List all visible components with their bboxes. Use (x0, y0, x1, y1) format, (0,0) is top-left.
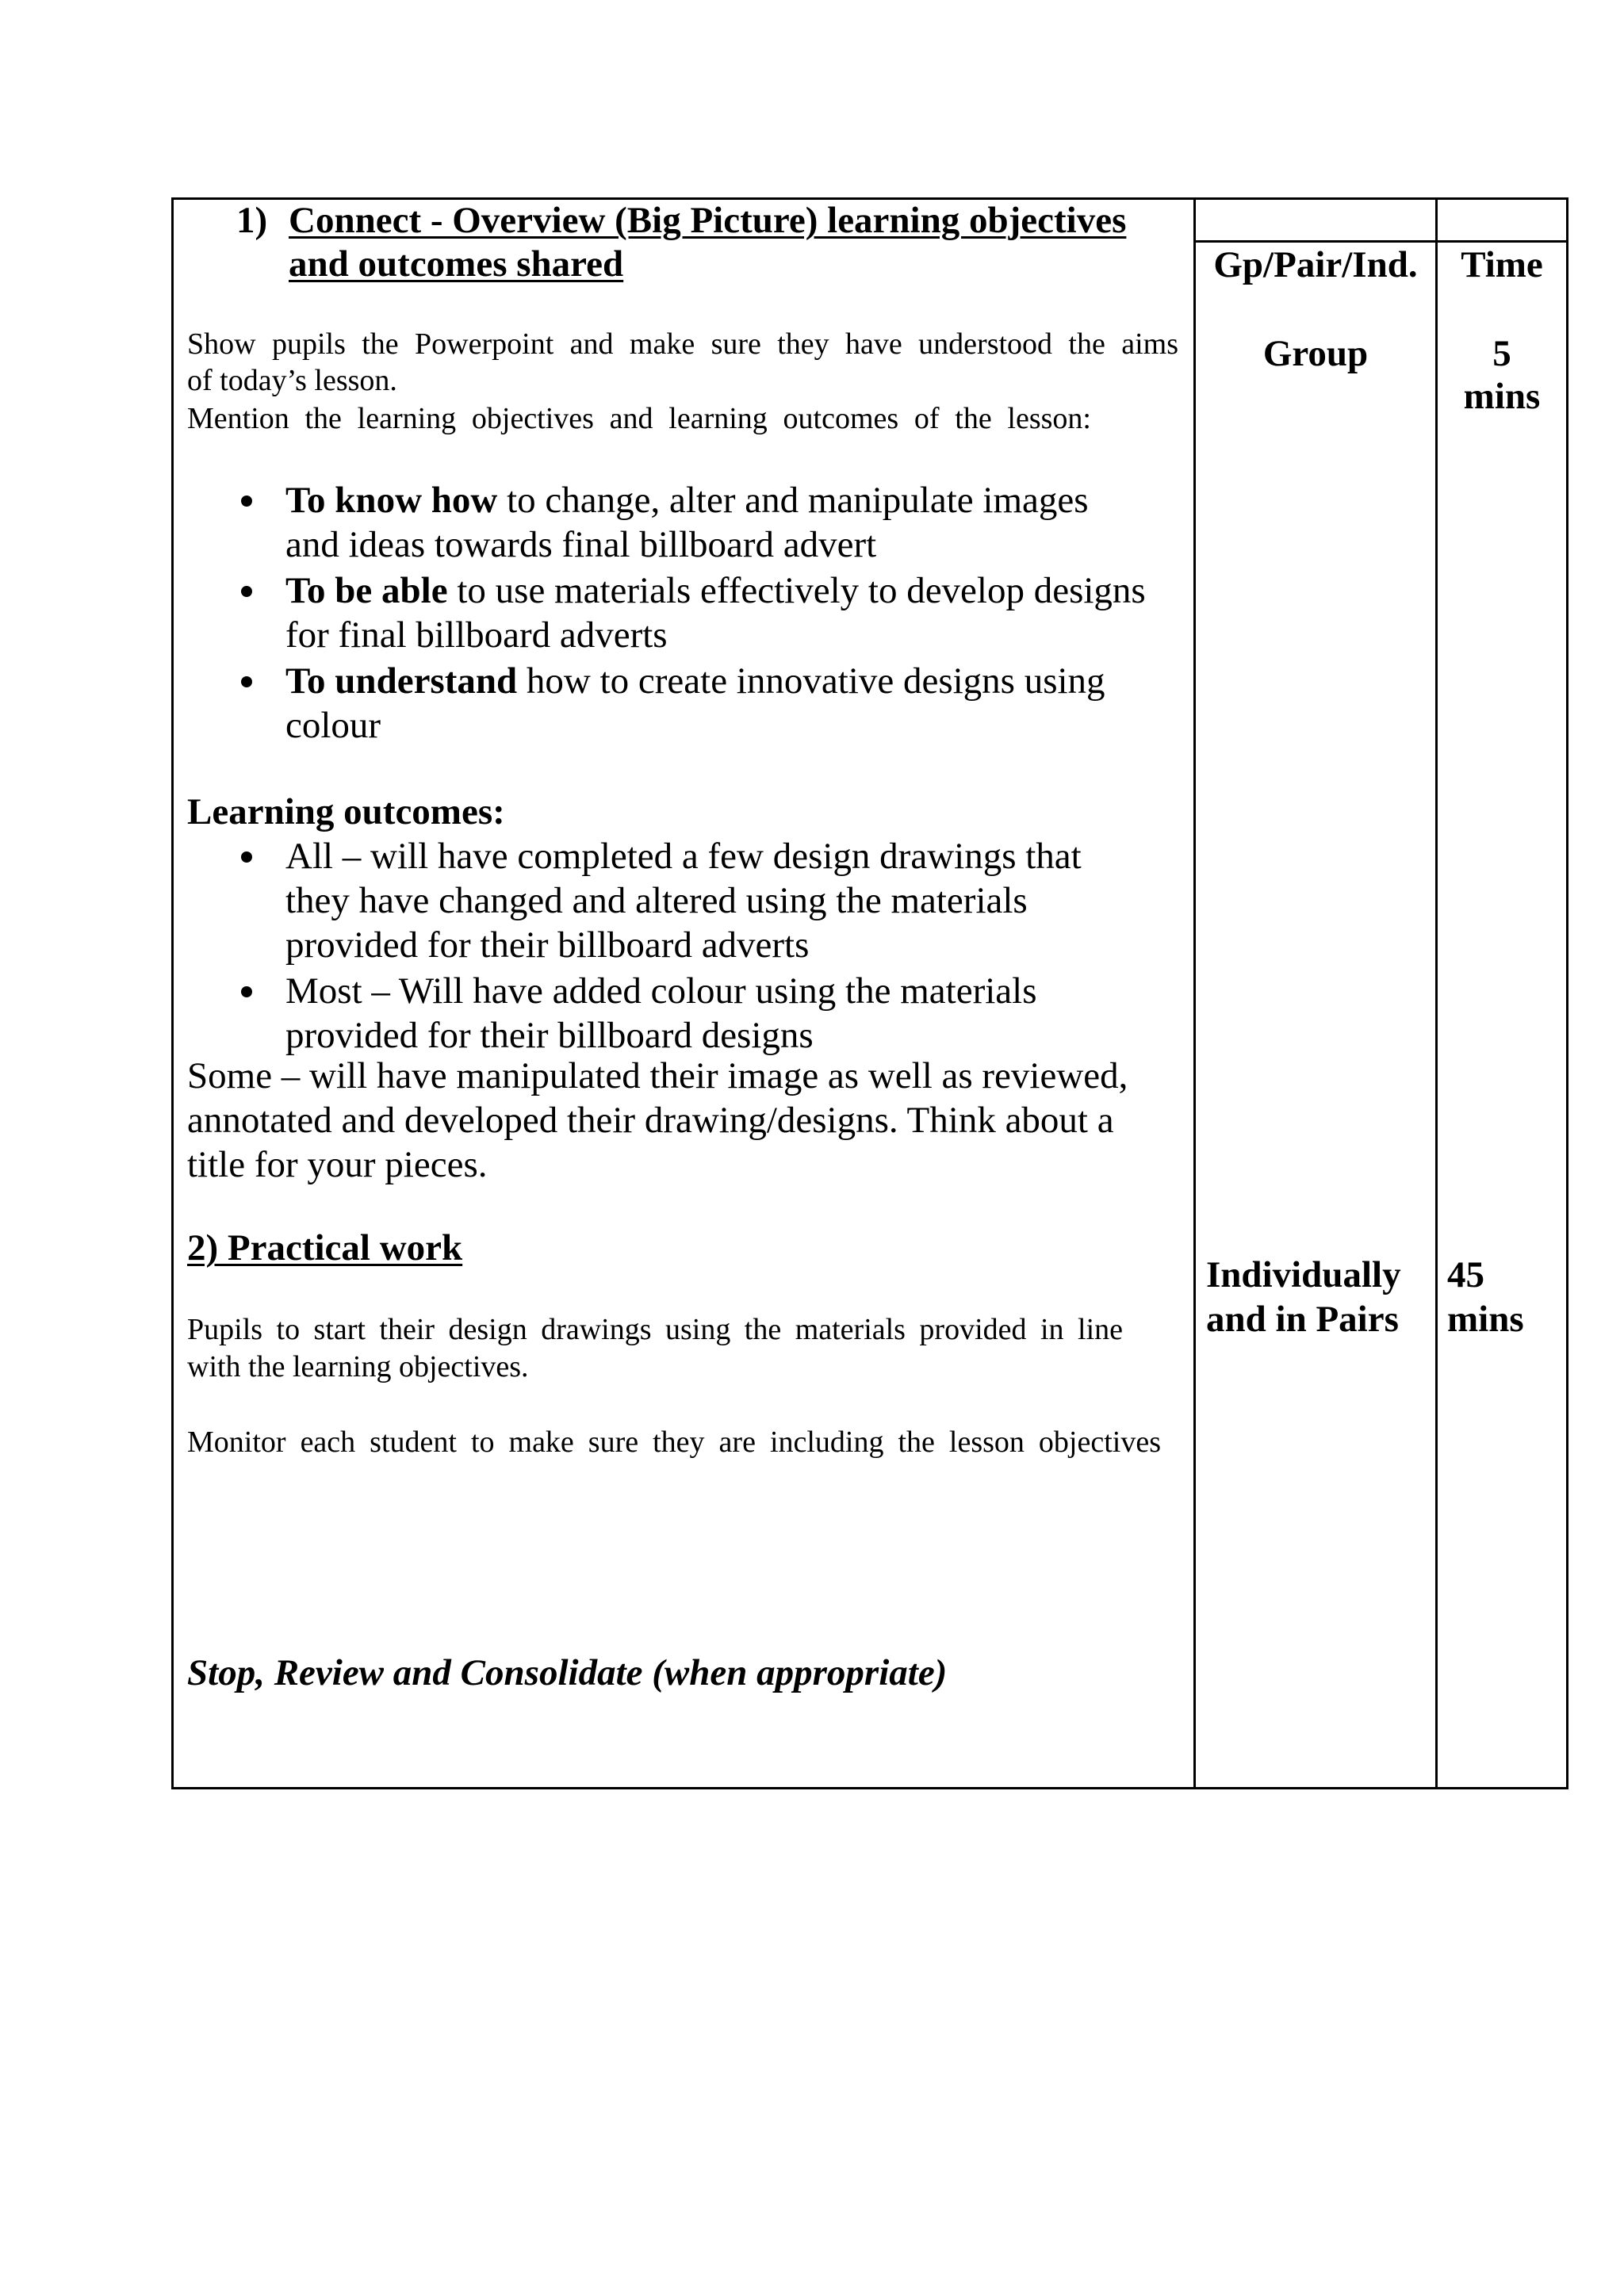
intro-line-3: Mention the learning objectives and learning outcomes of the lesson: (187, 402, 1091, 435)
some-outcome-line-2: annotated and developed their drawing/designs. Think about a (187, 1100, 1114, 1141)
row1-time-unit: mins (1463, 376, 1541, 417)
section-1-number: 1) (236, 200, 268, 241)
objective-item: To know how to change, alter and manipulate images and ideas towards final billboard advert (187, 478, 1194, 567)
intro-line-2: of today’s lesson. (187, 364, 397, 397)
bullet-icon (241, 851, 252, 863)
table-bottom-border (171, 1787, 1568, 1789)
bullet-icon (241, 676, 252, 687)
outcomes-heading: Learning outcomes: (187, 791, 505, 832)
row2-grouping-line-1: Individually (1206, 1254, 1401, 1295)
bullet-icon (241, 586, 252, 597)
practical-line-2: with the learning objectives. (187, 1350, 529, 1383)
row1-time-value: 5 (1492, 333, 1511, 374)
some-outcome-line-1: Some – will have manipulated their image as well as reviewed, (187, 1055, 1128, 1096)
table-left-border (171, 197, 174, 1789)
section-1-title-line2: and outcomes shared (289, 243, 624, 285)
outcome-item: Most – Will have added colour using the materials provided for their billboard designs (187, 969, 1194, 1058)
row2-grouping-line-2: and in Pairs (1206, 1299, 1399, 1340)
objective-item: To understand how to create innovative designs using colour (187, 659, 1194, 748)
monitor-line: Monitor each student to make sure they are including the lesson objectives (187, 1425, 1161, 1459)
objectives-list (187, 478, 1194, 748)
column-divider-2 (1435, 197, 1438, 1789)
section-2-title: 2) Practical work (187, 1227, 463, 1269)
practical-line-1: Pupils to start their design drawings using the materials provided in line (187, 1313, 1123, 1346)
row2-time-value: 45 (1447, 1254, 1484, 1295)
objective-item: To be able to use materials effectively to develop designs for final billboard adverts (187, 568, 1194, 657)
row2-time-unit: mins (1447, 1299, 1524, 1340)
time-header: Time (1461, 244, 1543, 285)
some-outcome-line-3: title for your pieces. (187, 1144, 488, 1185)
intro-line-1: Show pupils the Powerpoint and make sure they have understood the aims (187, 327, 1178, 361)
outcomes-list (187, 834, 1194, 1058)
row1-grouping: Group (1262, 333, 1369, 374)
stop-review-line: Stop, Review and Consolidate (when appropriate) (187, 1652, 948, 1693)
grouping-header: Gp/Pair/Ind. (1213, 244, 1418, 285)
table-right-border (1566, 197, 1568, 1789)
section-1-title-line1: Connect - Overview (Big Picture) learning objectives (289, 200, 1127, 241)
outcome-item: All – will have completed a few design drawings that they have changed and altered using the materials provided for their billboard adverts (187, 834, 1194, 967)
bullet-icon (241, 986, 252, 997)
bullet-icon (241, 496, 252, 507)
